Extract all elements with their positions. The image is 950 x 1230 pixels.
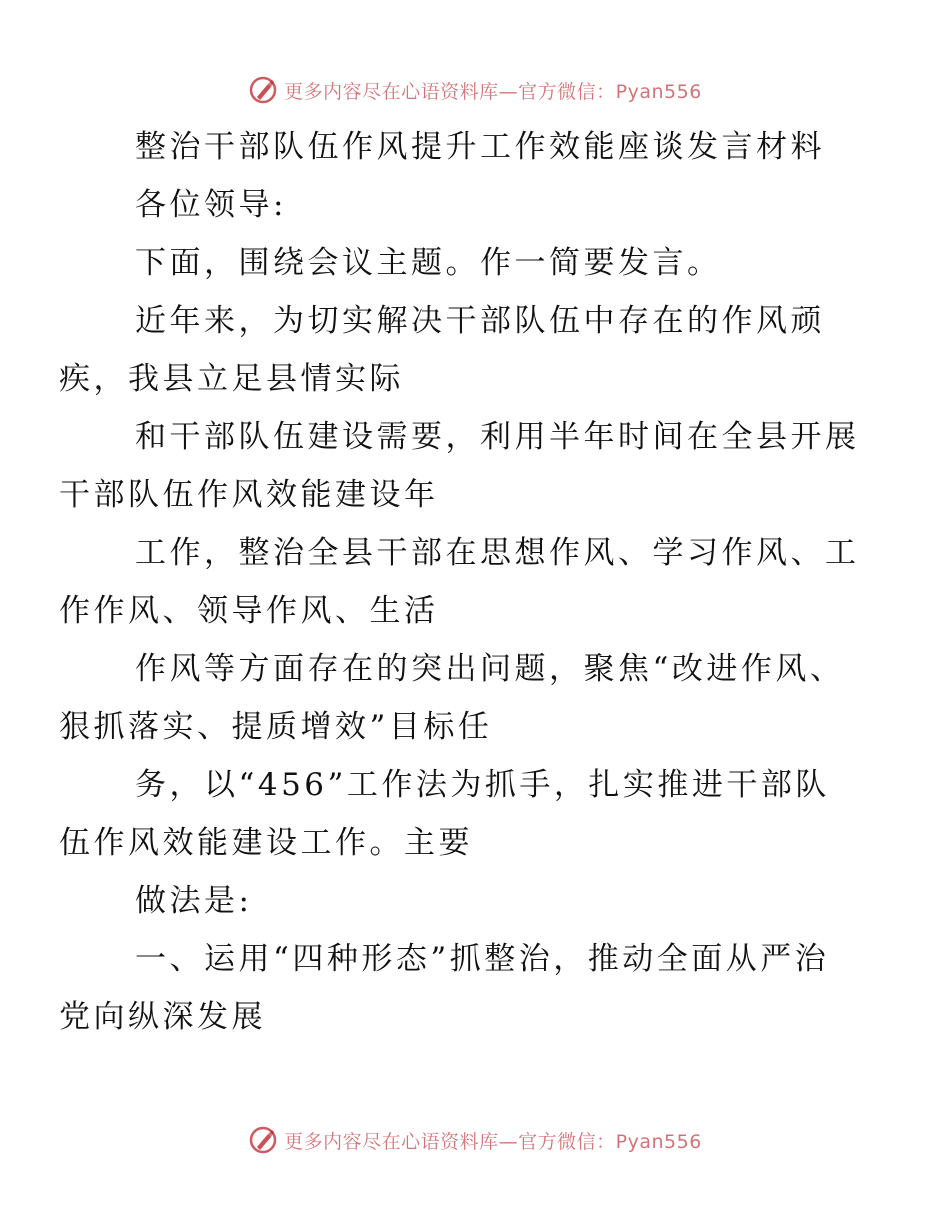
paragraph-line: 近年来，为切实解决干部队伍中存在的作风顽 xyxy=(135,303,825,339)
paragraph-line: 做法是: xyxy=(135,883,253,919)
salutation: 各位领导: xyxy=(135,187,287,223)
document-title: 整治干部队伍作风提升工作效能座谈发言材料 xyxy=(135,129,825,165)
paragraph-line: 伍作风效能建设工作。主要 xyxy=(59,825,473,861)
paragraph xyxy=(59,408,860,524)
watermark-text: 更多内容尽在心语资料库—官方微信：Pyan556 xyxy=(284,1130,702,1153)
pen-logo-icon xyxy=(248,75,278,105)
paragraph-line: 党向纵深发展 xyxy=(59,999,266,1035)
paragraph-line: 一、运用“四种形态”抓整治，推动全面从严治 xyxy=(135,941,830,977)
paragraph-line: 狠抓落实、提质增效”目标任 xyxy=(59,709,493,745)
paragraph-line: 干部队伍作风效能建设年 xyxy=(59,477,439,513)
paragraph-line: 作风等方面存在的突出问题，聚焦“改进作风、 xyxy=(135,651,845,687)
paragraph xyxy=(97,234,857,292)
watermark-banner-bottom xyxy=(0,1120,950,1160)
paragraph-line: 作作风、领导作风、生活 xyxy=(59,593,439,629)
pen-logo-icon xyxy=(248,1125,278,1155)
paragraph xyxy=(59,640,857,756)
document-body xyxy=(59,118,860,1046)
paragraph xyxy=(59,524,860,640)
paragraph-line: 工作，整治全县干部在思想作风、学习作风、工 xyxy=(135,535,860,571)
paragraph-line: 务，以“456”工作法为抓手，扎实推进干部队 xyxy=(135,767,830,803)
paragraph-line: 疾，我县立足县情实际 xyxy=(59,361,404,397)
section-heading xyxy=(59,930,857,1046)
paragraph xyxy=(97,872,857,930)
paragraph xyxy=(59,292,857,408)
paragraph xyxy=(59,756,857,872)
paragraph-line: 下面，围绕会议主题。作一简要发言。 xyxy=(135,245,722,281)
paragraph-line: 和干部队伍建设需要，利用半年时间在全县开展 xyxy=(135,419,860,455)
watermark-banner-top xyxy=(0,70,950,110)
watermark-text: 更多内容尽在心语资料库—官方微信：Pyan556 xyxy=(284,80,702,103)
